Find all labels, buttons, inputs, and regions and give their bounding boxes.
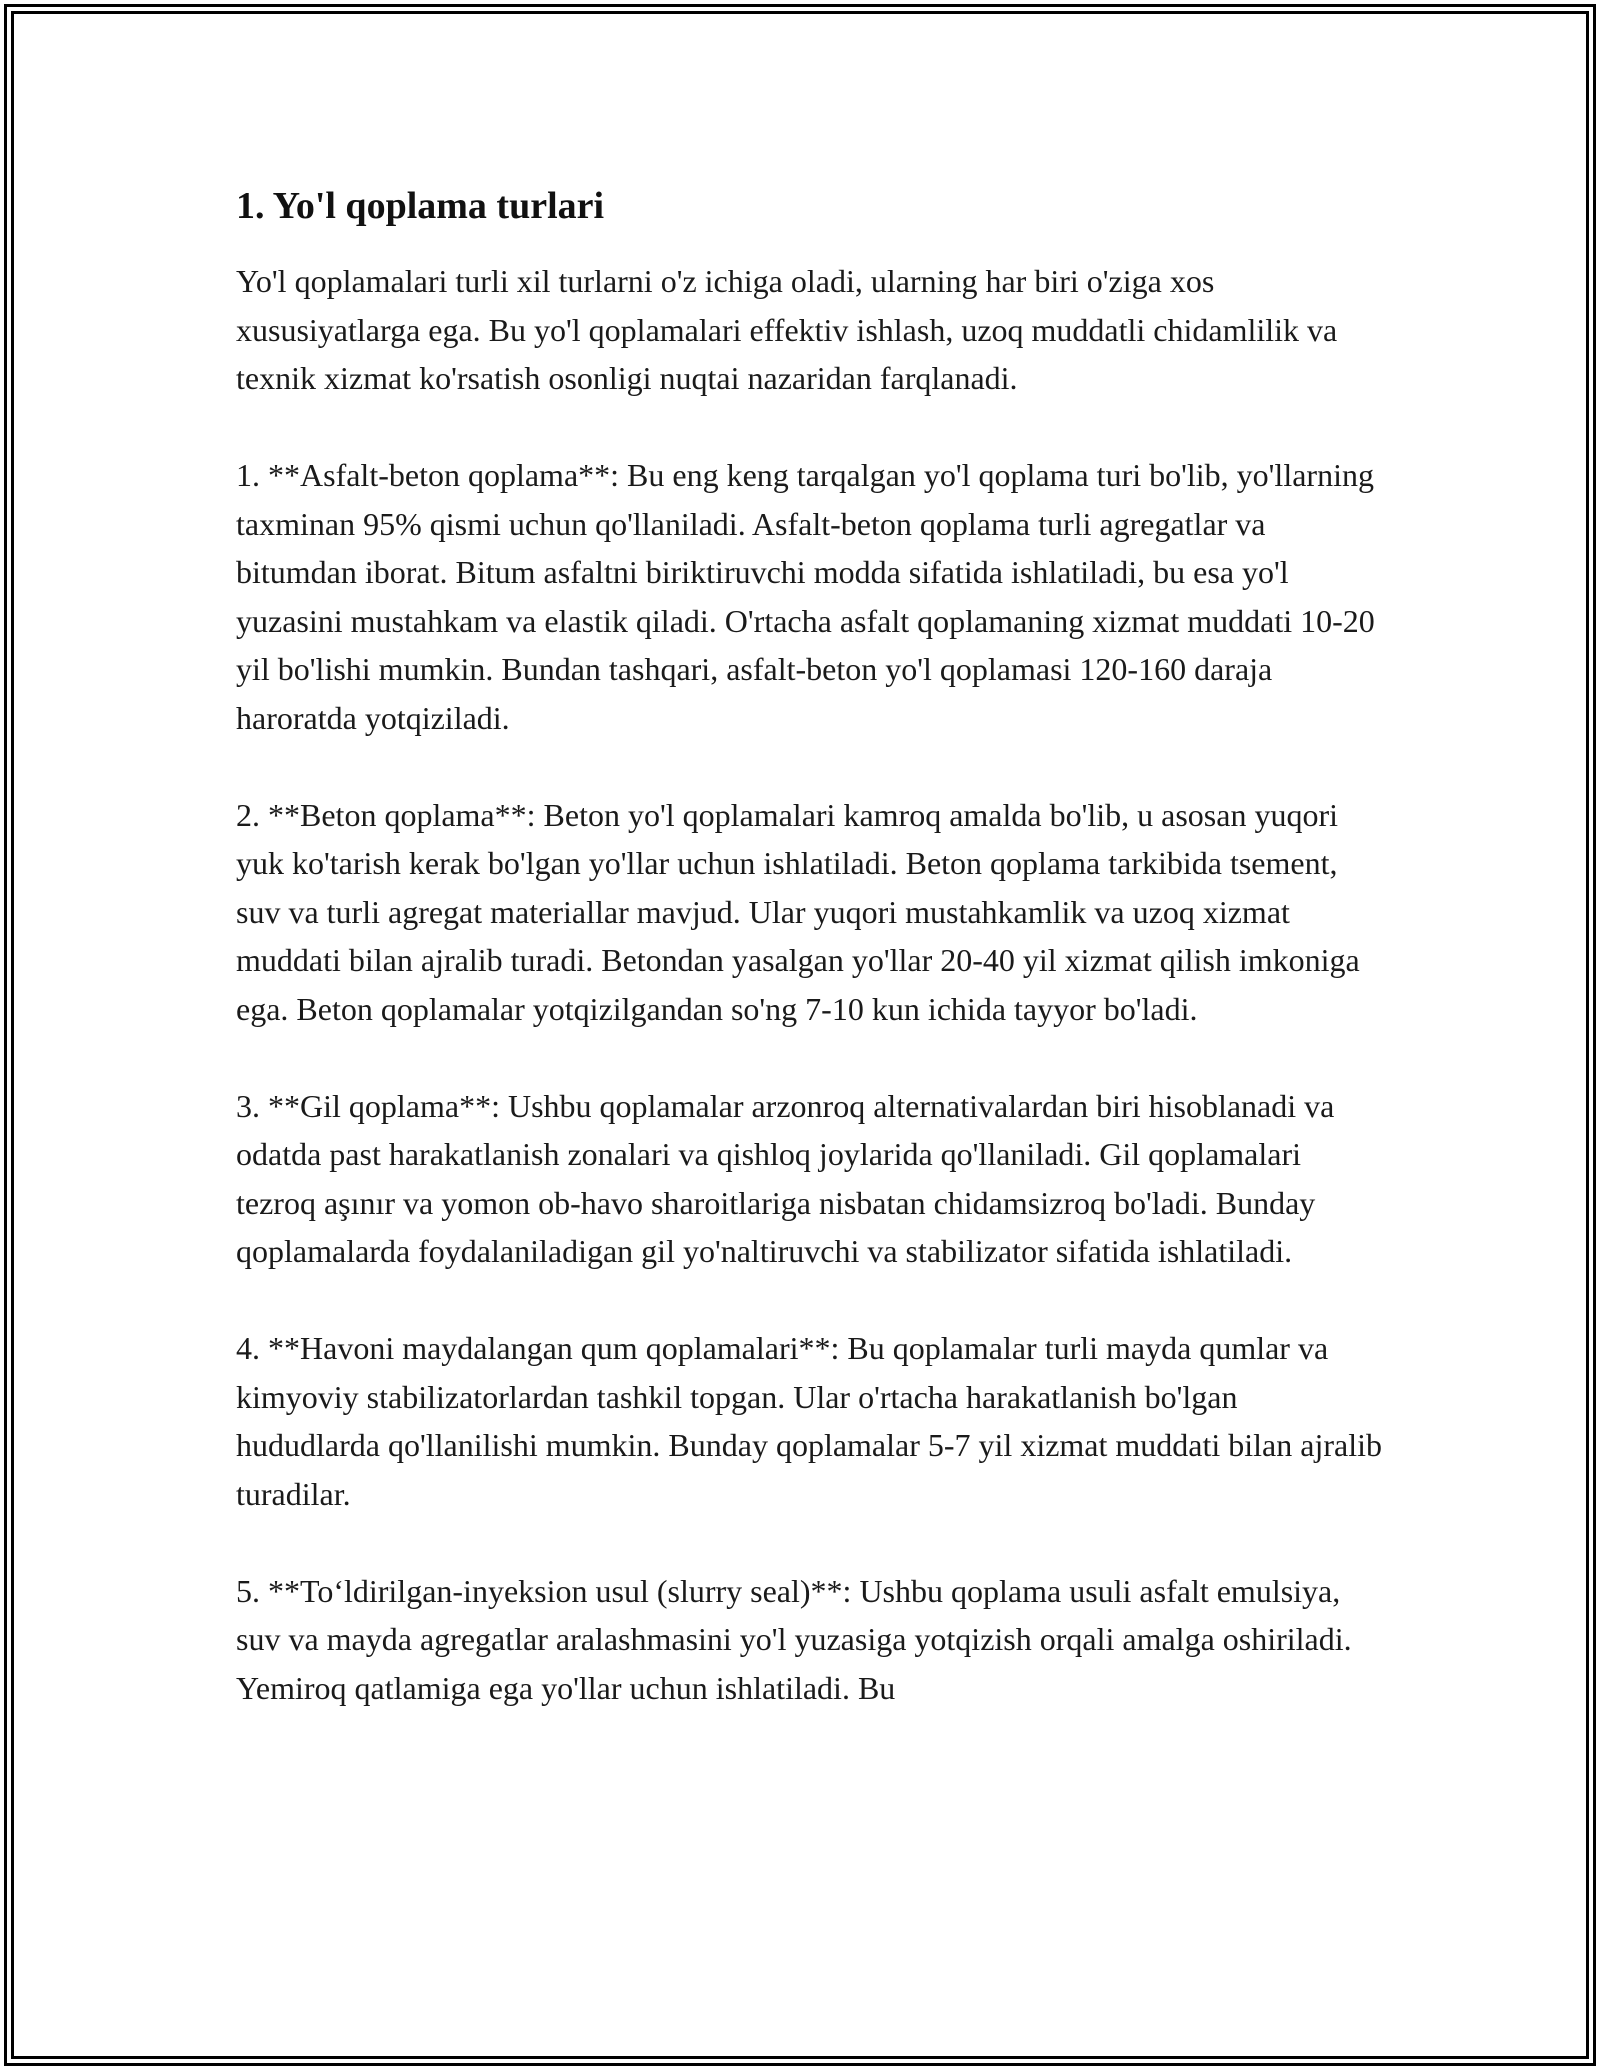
paragraph-clay: 3. **Gil qoplama**: Ushbu qoplamalar arzonroq alternativalardan biri hisoblanadi va odatda past harakatlanish zonalari va qishloq joylarida qo'llaniladi. Gil qoplamalari tezroq aşınır va yomon ob-havo sharoitlariga nisbatan chidamsizroq bo'ladi. Bunday qoplamalarda foydalaniladigan gil yo'naltiruvchi va stabilizator sifatida ishlatiladi.	[236, 1087, 1335, 1269]
document-body	[236, 183, 1386, 1712]
paragraph-concrete: 2. **Beton qoplama**: Beton yo'l qoplamalari kamroq amalda bo'lib, u asosan yuqori yuk ko'tarish kerak bo'lgan yo'llar uchun ishlatiladi. Beton qoplama tarkibida tsement, suv va turli agregat materiallar mavjud. Ular yuqori mustahkamlik va uzoq xizmat muddati bilan ajralib turadi. Betondan yasalgan yo'llar 20-40 yil xizmat qilish imkoniga ega. Beton qoplamalar yotqizilgandan so'ng 7-10 kun ichida tayyor bo'ladi.	[236, 796, 1360, 1027]
intro-paragraph: Yo'l qoplamalari turli xil turlarni o'z ichiga oladi, ularning har biri o'ziga xos xususiyatlarga ega. Bu yo'l qoplamalari effektiv ishlash, uzoq muddatli chidamlilik va texnik xizmat ko'rsatish osonligi nuqtai nazaridan farqlanadi.	[236, 263, 1338, 396]
section-heading: 1. Yo'l qoplama turlari	[236, 185, 605, 227]
paragraph-slurry-seal: 5. **To‘ldirilgan-inyeksion usul (slurry seal)**: Ushbu qoplama usuli asfalt emulsiya, suv va mayda agregatlar aralashmasini yo'l yuzasiga yotqizish orqali amalga oshiriladi. Yemiroq qatlamiga ega yo'llar uchun ishlatiladi. Bu	[236, 1572, 1352, 1706]
paragraph-sand: 4. **Havoni maydalangan qum qoplamalari**: Bu qoplamalar turli mayda qumlar va kimyoviy stabilizatorlardan tashkil topgan. Ular o'rtacha harakatlanish bo'lgan hududlarda qo'llanilishi mumkin. Bunday qoplamalar 5-7 yil xizmat muddati bilan ajralib turadilar.	[236, 1330, 1382, 1512]
paragraph-asphalt-concrete: 1. **Asfalt-beton qoplama**: Bu eng keng tarqalgan yo'l qoplama turi bo'lib, yo'llarning taxminan 95% qismi uchun qo'llaniladi. Asfalt-beton qoplama turli agregatlar va bitumdan iborat. Bitum asfaltni biriktiruvchi modda sifatida ishlatiladi, bu esa yo'l yuzasini mustahkam va elastik qiladi. O'rtacha asfalt qoplamaning xizmat muddati 10-20 yil bo'lishi mumkin. Bundan tashqari, asfalt-beton yo'l qoplamasi 120-160 daraja haroratda yotqiziladi.	[236, 457, 1375, 736]
